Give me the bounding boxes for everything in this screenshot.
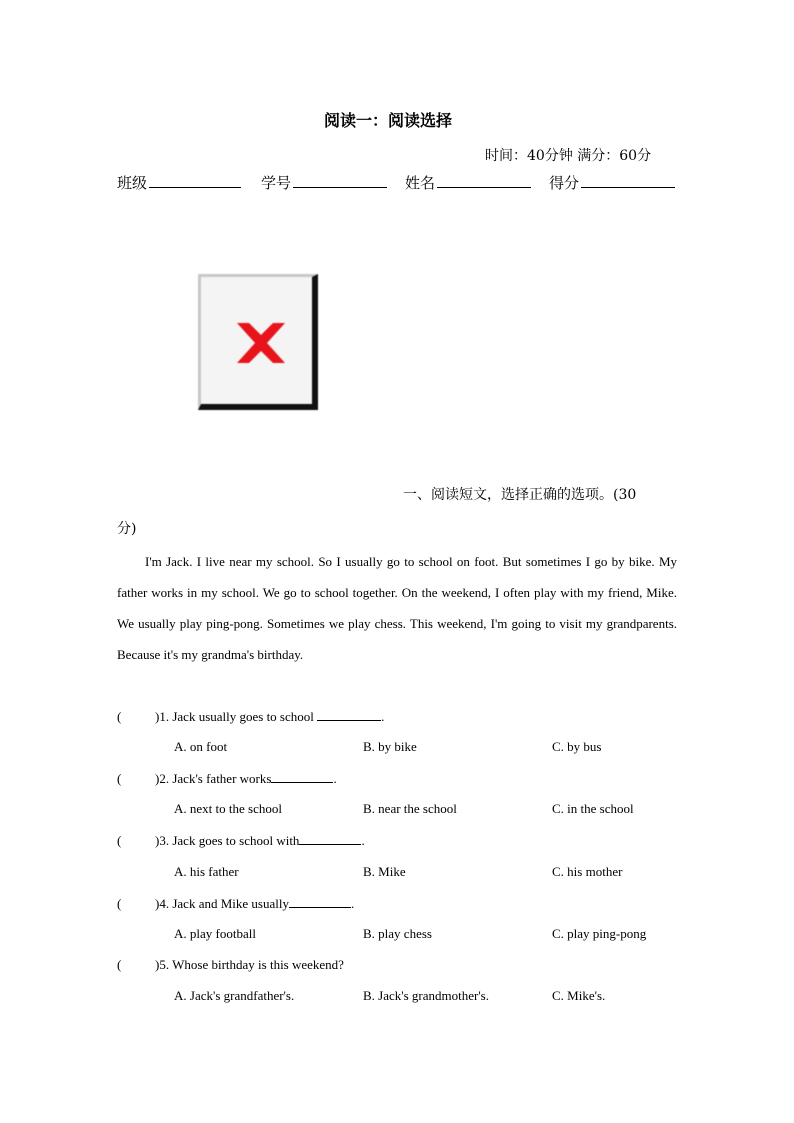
answer-blank — [299, 832, 361, 845]
option-a[interactable]: A. his father — [174, 864, 239, 879]
answer-paren-close: ) — [155, 833, 160, 848]
student-number-blank[interactable] — [293, 172, 387, 188]
option-b[interactable]: B. Mike — [363, 864, 406, 879]
option-c[interactable]: C. his mother — [552, 864, 623, 879]
time-info: 时间：40分钟 满分：60分 — [485, 148, 652, 164]
answer-paren-open[interactable]: ( — [117, 957, 122, 972]
question-end: . — [333, 771, 337, 786]
broken-image-placeholder — [198, 274, 318, 410]
answer-blank — [289, 895, 351, 908]
question-stem: 1. Jack usually goes to school — [159, 709, 318, 724]
question-3 — [117, 832, 365, 849]
section-heading: 一、阅读短文，选择正确的选项。(30 — [403, 487, 637, 503]
question-stem: 3. Jack goes to school with — [159, 833, 300, 848]
answer-paren-close: ) — [155, 957, 160, 972]
score-label: 得分 — [549, 174, 580, 192]
name-field — [405, 172, 531, 193]
question-stem: 4. Jack and Mike usually — [159, 896, 289, 911]
option-b[interactable]: B. by bike — [363, 739, 417, 754]
option-b[interactable]: B. near the school — [363, 801, 457, 816]
answer-blank — [271, 770, 333, 783]
answer-paren-close: ) — [155, 709, 160, 724]
class-field — [117, 172, 241, 193]
question-4 — [117, 895, 354, 912]
student-info-fields — [117, 172, 677, 196]
option-c[interactable]: C. in the school — [552, 801, 634, 816]
question-stem: 5. Whose birthday is this weekend? — [159, 957, 344, 972]
question-2 — [117, 770, 337, 787]
option-a[interactable]: A. next to the school — [174, 801, 282, 816]
option-c[interactable]: C. Mike's. — [552, 988, 606, 1003]
score-field — [549, 172, 675, 193]
option-a[interactable]: A. play football — [174, 926, 256, 941]
answer-paren-close: ) — [155, 896, 160, 911]
question-1 — [117, 708, 384, 725]
student-number-field — [261, 172, 387, 193]
question-end: . — [381, 709, 385, 724]
question-end: . — [350, 896, 355, 911]
option-b[interactable]: B. play chess — [363, 926, 432, 941]
answer-paren-open[interactable]: ( — [117, 896, 122, 911]
name-label: 姓名 — [405, 174, 436, 192]
broken-image-icon — [233, 319, 289, 367]
student-number-label: 学号 — [261, 174, 292, 192]
answer-paren-open[interactable]: ( — [117, 833, 122, 848]
question-end: . — [361, 833, 365, 848]
option-c[interactable]: C. play ping-pong — [552, 926, 647, 941]
answer-paren-open[interactable]: ( — [117, 709, 122, 724]
answer-blank — [317, 708, 381, 721]
reading-passage: I'm Jack. I live near my school. So I usually go to school on foot. But sometimes I go by bike. My father works in my school. We go to school together. On the weekend, I often play with my friend, Mike. We usually play ping-pong. Sometimes we play chess. This weekend, I'm going to visit my grandparents. Because it's my grandma's birthday. — [117, 554, 677, 662]
answer-paren-close: ) — [155, 771, 160, 786]
question-stem: 2. Jack's father works — [159, 771, 272, 786]
page-title: 阅读一：阅读选择 — [324, 111, 453, 130]
name-blank[interactable] — [437, 172, 531, 188]
question-5 — [117, 957, 344, 973]
answer-paren-open[interactable]: ( — [117, 771, 122, 786]
option-c[interactable]: C. by bus — [552, 739, 602, 754]
option-a[interactable]: A. Jack's grandfather's. — [174, 988, 295, 1003]
option-b[interactable]: B. Jack's grandmother's. — [363, 988, 489, 1003]
score-blank[interactable] — [581, 172, 675, 188]
class-label: 班级 — [117, 174, 148, 192]
class-blank[interactable] — [149, 172, 241, 188]
option-a[interactable]: A. on foot — [174, 739, 228, 754]
section-heading-cont: 分) — [117, 521, 137, 537]
